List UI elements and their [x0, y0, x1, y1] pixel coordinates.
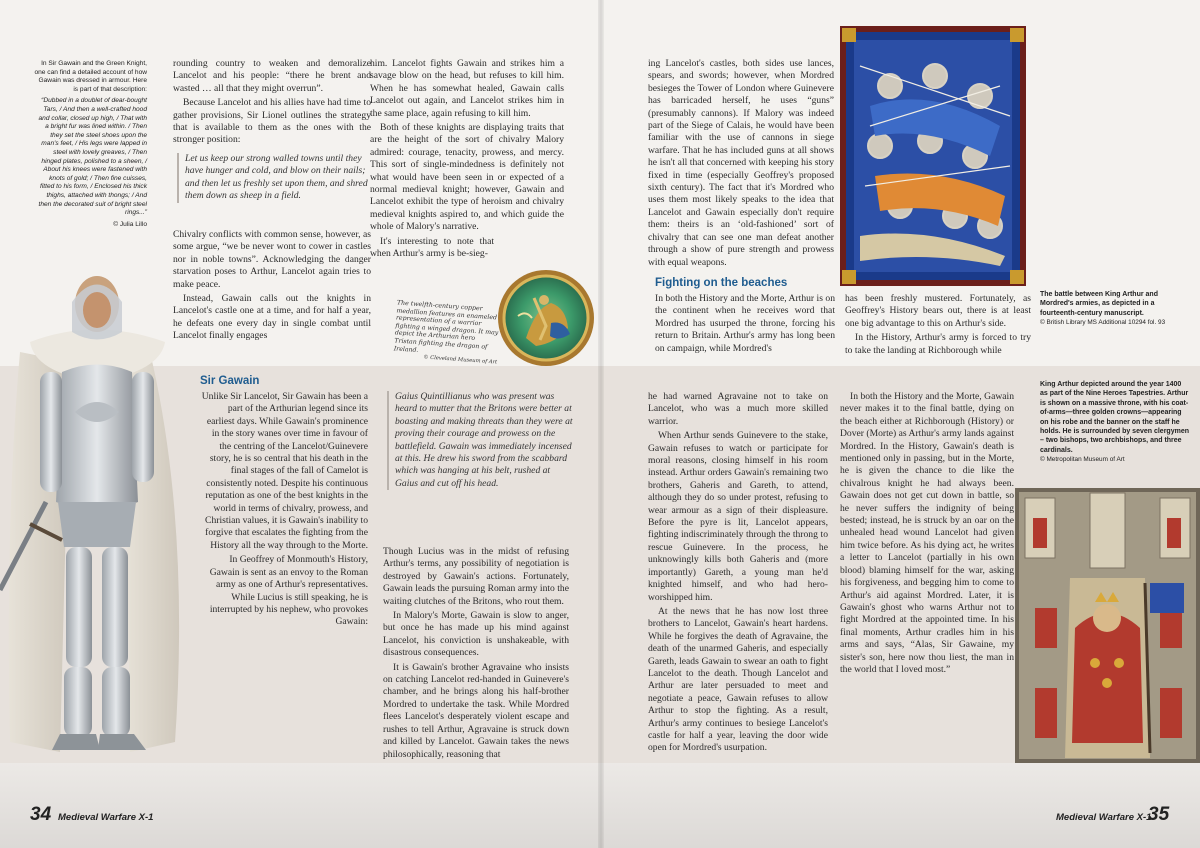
right-mid-column-2	[840, 391, 1014, 678]
page-number-right: 35	[1148, 804, 1170, 825]
beaches-column-1	[655, 293, 835, 357]
manuscript-caption	[1040, 290, 1180, 328]
paragraph: It's interesting to note that when Arthur's army is be-sieg-	[370, 235, 494, 260]
beaches-column-2	[845, 293, 1031, 359]
manuscript-caption-text: The battle between King Arthur and Mordred's armies, as depicted in a fourteenth-century manuscript.	[1040, 291, 1158, 317]
nine-heroes-tapestry-image	[1015, 488, 1200, 763]
paragraph: In both the History and the Morte, Gawain never makes it to the final battle, dying on the beach either at Richborough (History) or Dover (Morte) as Arthur's army lands against Mordred. In the History, Gawain's death is mentioned only in passing, but in the Morte, he is given the chance to die like the chivalrous knight he had always been. Gawain does not get cut down in battle, so he never suffers the indignity of being bested; instead, he is struck by an oar on the unhealed head wound Lancelot had given him twice before. As his dying act, he writes a letter to Lancelot (partially in his own blood) blaming himself for the war, asking his forgiveness, and begging him to come to Arthur's aid against Mordred. Later, it is Gawain's ghost who warns Arthur not to fight Mordred at the appointed time. In his final moments, Arthur cradles him in his arms and says, “Alas, Sir Gawaine, my sister's son, here now thou liest, the man in the world that I loved most.”	[840, 391, 1014, 675]
paragraph: Instead, Gawain calls out the knights in Lancelot's castle one at a time, and for half a year, he defeats one every day in single combat until Lancelot finally engages	[173, 293, 371, 342]
page-gutter	[598, 0, 604, 848]
lionel-quote: Let us keep our strong walled towns until they have hunger and cold, and blow on their nails; and then let us freshly set upon them, and shred them down as sheep in a field.	[177, 153, 376, 203]
right-top-column	[648, 58, 834, 271]
paragraph: rounding country to weaken and demoralize Lancelot and his people: “there he brent and wasted … all that they might overrun”.	[173, 58, 371, 94]
paragraph: Both of these knights are displaying traits that are the height of the sort of chivalry Malory admired: courage, tenacity, prowess, and mercy. This sort of single-mindedness is definitely not what would have been seen in or expected of a normal medieval knight; however, Gawain and Lancelot exhibit the type of heroism and chivalry medieval knights aspired to, and which guide the whole of Malory's narrative.	[370, 122, 564, 233]
left-top-column-1b	[173, 229, 371, 345]
gawain-column-1	[200, 391, 368, 631]
paragraph: Unlike Sir Lancelot, Sir Gawain has been a part of the Arthurian legend since its earliest days. While Gawain's prominence in the story wanes over time in favour of the centring of the Lancelot/Guinevere story, he is so central that his death in the final stages of the fall of Camelot is consistently noted. Despite his continuous reputation as one of the best knights in the world in terms of chivalry, prowess, and Christian values, it is Gawain's inability to forgive that escalates the fighting from the History all the way through to the Morte.	[201, 391, 368, 551]
tapestry-caption	[1040, 380, 1190, 465]
gawain-column-2	[383, 546, 569, 763]
sidebar-credit: © Julia Lillo	[113, 220, 147, 228]
medallion-credit: © Cleveland Museum of Art	[423, 354, 498, 366]
paragraph: It is Gawain's brother Agravaine who insists on catching Lancelot red-handed in Guinevere's chamber, and he brings along his half-brother Mordred to undertake the task. While Mordred flees Lancelot's desperately violent escape and rushes to tell Arthur, Agravaine is struck down and killed by Lancelot. Gawain takes the news philosophically, reasoning that	[383, 661, 569, 760]
paragraph: In both the History and the Morte, Arthur is on the continent when he receives word that Mordred has usurped the throne, forcing his return to Britain. Arthur's army has long been on campaign, while Mordred's	[655, 293, 835, 354]
tapestry-credit: © Metropolitan Museum of Art	[1040, 456, 1125, 464]
sidebar-intro: In Sir Gawain and the Green Knight, one can find a detailed account of how Gawain was dressed in armour. Here is part of that description:	[34, 60, 147, 93]
paragraph: In Malory's Morte, Gawain is slow to anger, but once he has made up his mind against Lancelot, his conviction is unshakeable, with disastrous consequences.	[383, 610, 569, 659]
paragraph: Because Lancelot and his allies have had time to gather provisions, Sir Lionel outlines the strategy that is available to them as the ones with the stronger position:	[173, 97, 371, 146]
paragraph: When Arthur sends Guinevere to the stake, Gawain refuses to watch or participate for moral reasons, closing himself in his room instead. Arthur orders Gawain's remaining two brothers, Gaheris and Gareth, to attend, although they do so under protest, refusing to wear armour as a sign of their displeasure. Before the pyre is lit, Lancelot appears, fighting indiscriminately through the throng to rescue Guinevere. In the process, he unknowingly kills both Gaheris and (more importantly) Gareth, a young man he'd knighted himself, and who had hero-worshipped him.	[648, 430, 828, 603]
footer-left: Medieval Warfare X-1	[58, 812, 154, 823]
paragraph: him. Lancelot fights Gawain and strikes him a savage blow on the head, but refuses to kill him. When he has somewhat healed, Gawain calls Lancelot out again, and Lancelot strikes him in the same place, again refusing to kill him.	[370, 58, 564, 119]
armour-sidebar	[34, 60, 147, 232]
left-top-column-2	[370, 58, 564, 263]
paragraph: has been freshly mustered. Fortunately, as Geoffrey's History bears out, there is at least one big advantage to this on Arthur's side.	[845, 293, 1031, 329]
medallion-caption-text: The twelfth-century copper medallion features an enameled representation of a warrior fighting a winged dragon. It may depict the Arthurian hero Tristan fighting the dragon of Ireland.	[393, 299, 499, 354]
section-heading-sir-gawain: Sir Gawain	[200, 375, 260, 387]
knight-illustration	[0, 272, 195, 772]
paragraph: ing Lancelot's castles, both sides use lances, spears, and swords; however, when Mordred besieges the Tower of London where Guinevere has barricaded herself, he uses “guns” (presumably cannons). If Malory was indeed part of the Siege of Calais, he would have been familiar with the use of cannons in siege warfare. That he has included guns at all shows he isn't all that concerned with keeping his story fixed in time (especially Geoffrey's proposed sixth century). The fact that it's Mordred who uses them most likely speaks to the idea that Lancelot and Gawain especially don't require them: theirs is an ‘old-fashioned’ sort of chivalry that can see one man defeat another through a show of pure strength and prowess with equal weapons.	[648, 58, 834, 268]
medallion-caption	[393, 299, 501, 367]
paragraph: Though Lucius was in the midst of refusing Arthur's terms, any possibility of negotiation is destroyed by Gawain's actions. Fortunately, Gawain leads the pursuing Roman army into the waiting clutches of the Britons, who rout them.	[383, 546, 569, 607]
paragraph: he had warned Agravaine not to take on Lancelot, who was a much more skilled warrior.	[648, 391, 828, 427]
enamel-medallion-image	[496, 268, 596, 368]
footer-right: Medieval Warfare X-1	[1056, 812, 1152, 823]
page-number-left: 34	[30, 804, 52, 825]
sidebar-quote: “Dubbed in a doublet of dear-bought Tars, / And then a well-crafted hood and collar, closed up high, / That with a bright fur was lined within. / Then they set the steel shoes upon the man's feet, / His legs were lapped in steel with lovely greaves, / Then hinged plates, polished to a sheen, / About his knees were fastened with knots of gold; / Then fine cuisses, fitted to his form, / Enclosed his thick thighs, attached with thongs; / And then the decorated suit of bright steel rings...”	[38, 97, 147, 217]
battle-manuscript-image	[840, 26, 1026, 286]
paragraph: At the news that he has now lost three brothers to Lancelot, Gawain's heart hardens. While he forgives the death of Agravaine, the death of the unarmed Gaheris, and especially Gareth, leads Gawain to swear an oath to fight Lancelot to the death. Though Lancelot and Arthur are later persuaded to meet and negotiate a peace, Gawain refuses to allow Arthur to stop the fighting. As a result, Arthur's army continues to besiege Lancelot's castle for half a year, leaving the door wide open for Mordred's usurpation.	[648, 605, 828, 754]
paragraph: In the History, Arthur's army is forced to try to take the landing at Richborough while	[845, 332, 1031, 356]
manuscript-credit: © British Library MS Additional 10294 fol. 93	[1040, 319, 1166, 327]
paragraph: In Geoffrey of Monmouth's History, Gawain is sent as an envoy to the Roman army as one of Arthur's representatives. While Lucius is still speaking, he is interrupted by his nephew, who provokes Gawain:	[209, 554, 368, 628]
tapestry-caption-text: King Arthur depicted around the year 1400 as part of the Nine Heroes Tapestries. Arthur is shown on a massive throne, with his coat-of-arms—three golden crowns—appearing on his robe and the banner on the staff he holds. He is surrounded by seven clergymen – two bishops, two archbishops, and three cardinals.	[1040, 381, 1189, 454]
left-top-column-1	[173, 58, 371, 149]
section-heading-beaches: Fighting on the beaches	[655, 277, 788, 289]
paragraph: Chivalry conflicts with common sense, however, as some argue, “we be never wont to cower in castles nor in noble towns”. Acknowledging the danger starvation poses to Arthur, Lancelot again tries to make peace.	[173, 229, 371, 290]
right-mid-column-1	[648, 391, 828, 757]
gaius-quote: Gaius Quintillianus who was present was heard to mutter that the Britons were better at boasting and making threats than they were at proving their courage and prowess on the battlefield. Gawain was immediately incensed at this. He drew his sword from the scabbard which was hanging at his belt, rushed at Gaius and cut off his head.	[387, 391, 575, 490]
